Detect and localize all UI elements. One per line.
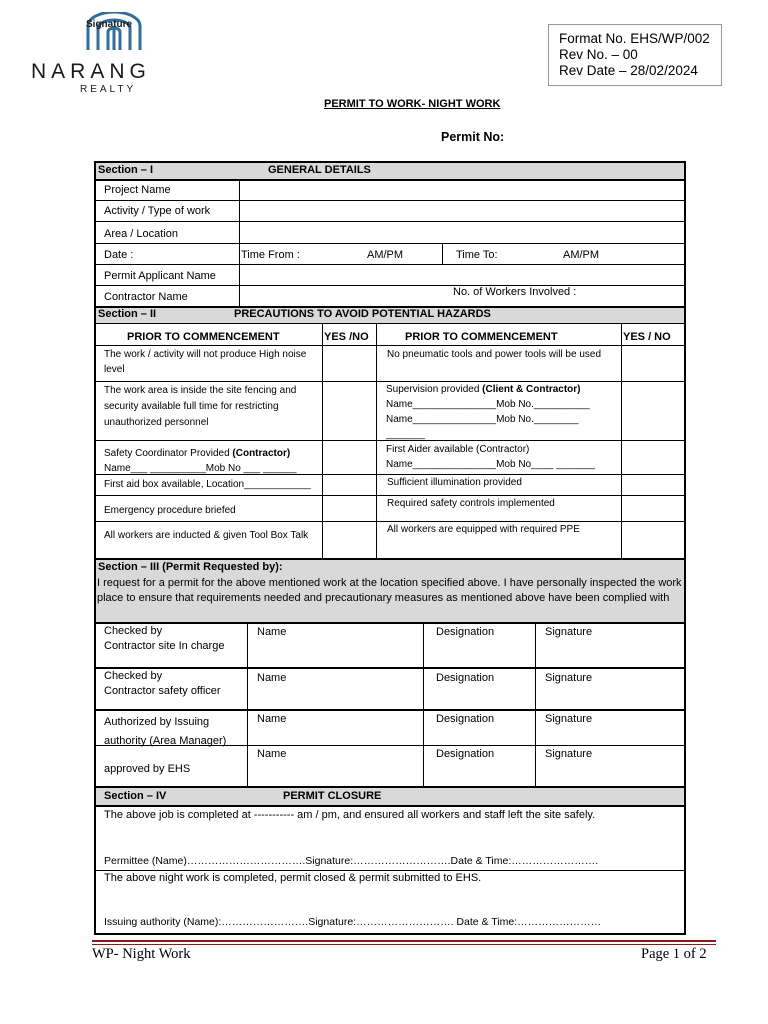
closure-line1: The above job is completed at ----------- am / pm, and ensured all workers and staff left the site safely. — [104, 809, 596, 821]
precaution-left-3: Safety Coordinator Provided (Contractor) Name___ __________Mob No ___ ______ — [104, 448, 297, 474]
precaution-right-2: Supervision provided (Client & Contractor) Name_______________Mob No.__________ Name_______________Mob No.________ _______ — [386, 384, 590, 440]
sig-row2-designation: Designation — [436, 672, 495, 684]
rev-no: Rev No. – 00 — [559, 47, 638, 62]
closure-line3: The above night work is completed, permit closed & permit submitted to EHS. — [104, 872, 482, 884]
section1-label: Section – I — [98, 164, 154, 176]
precaution-right-1: No pneumatic tools and power tools will be used — [387, 349, 602, 360]
precaution-left-2: The work area is inside the site fencing and security available full time for restricting unauthorized personnel — [104, 385, 297, 428]
sig-row1-label: Checked by Contractor site In charge — [104, 625, 225, 652]
sig-row2-label: Checked by Contractor safety officer — [104, 670, 221, 697]
col-prior-right: PRIOR TO COMMENCEMENT — [405, 331, 558, 343]
closure-line2: Permittee (Name)…………………………….Signature:……………………….Date & Time:……………………. — [104, 855, 599, 867]
time-from-ampm: AM/PM — [367, 249, 404, 261]
format-no: Format No. EHS/WP/002 — [559, 31, 710, 46]
col-prior-left: PRIOR TO COMMENCEMENT — [127, 331, 280, 343]
section1-heading: GENERAL DETAILS — [268, 164, 371, 176]
sig-row3-name: Name — [257, 713, 287, 725]
col-yesno-left: YES /NO — [324, 331, 369, 343]
footer-rule-2 — [92, 944, 716, 945]
section1-header-band — [96, 163, 684, 179]
project-name-label: Project Name — [104, 184, 171, 196]
applicant-label: Permit Applicant Name — [104, 270, 216, 282]
time-to-label: Time To: — [456, 249, 498, 261]
section4-label: Section – IV — [104, 790, 167, 802]
sig-row2-name: Name — [257, 672, 287, 684]
section2-label: Section – II — [98, 308, 157, 320]
footer-rule — [92, 940, 716, 942]
sig-row1-signature: Signature — [545, 626, 593, 638]
activity-field[interactable] — [241, 202, 684, 221]
section3-body: I request for a permit for the above mentioned work at the location specified above. I have personally inspected the work place to ensure that requirements needed and precautionary measures as mentioned above have been complied with — [97, 577, 682, 604]
sig-row3-signature: Signature — [545, 713, 593, 725]
precaution-left-4: First aid box available, Location____________ — [104, 479, 311, 490]
footer-left: WP- Night Work — [92, 946, 191, 962]
applicant-field[interactable] — [241, 266, 684, 285]
sig-row4-label: approved by EHS — [104, 763, 191, 775]
sig-row4-designation: Designation — [436, 748, 495, 760]
section4-heading: PERMIT CLOSURE — [283, 790, 382, 802]
precaution-right-6: All workers are equipped with required PPE — [387, 524, 580, 535]
precaution-left-5: Emergency procedure briefed — [104, 505, 236, 516]
section4-header-band — [96, 788, 684, 805]
sig-row2-signature: Signature — [545, 672, 593, 684]
section2-heading: PRECAUTIONS TO AVOID POTENTIAL HAZARDS — [234, 308, 491, 320]
area-field[interactable] — [241, 223, 684, 243]
footer-page: Page 1 of 2 — [641, 946, 707, 962]
workers-label: No. of Workers Involved : — [453, 286, 577, 298]
page-title: PERMIT TO WORK- NIGHT WORK — [324, 98, 501, 110]
contractor-label: Contractor Name — [104, 291, 188, 303]
sig-row3-label: Authorized by Issuing authority (Area Manager) — [104, 716, 227, 747]
signature-mark: Signature — [86, 19, 133, 30]
precaution-right-3: First Aider available (Contractor) Name_______________Mob No____ _______ — [386, 444, 596, 470]
permit-no-label: Permit No: — [441, 130, 505, 144]
precaution-left-1: The work / activity will not produce High noise level — [104, 349, 307, 375]
precaution-left-6: All workers are inducted & given Tool Box Talk — [104, 530, 309, 541]
yesno-left-1[interactable] — [324, 347, 375, 380]
logo-sub: REALTY — [80, 84, 137, 95]
sig-row4-name: Name — [257, 748, 287, 760]
yesno-right-1[interactable] — [623, 347, 683, 380]
area-label: Area / Location — [104, 228, 178, 240]
logo-brand: NARANG — [31, 60, 151, 83]
sig-row1-designation: Designation — [436, 626, 495, 638]
project-name-field[interactable] — [241, 181, 684, 200]
col-yesno-right: YES / NO — [623, 331, 671, 343]
company-logo — [28, 12, 208, 98]
time-to-ampm: AM/PM — [563, 249, 600, 261]
precaution-right-5: Required safety controls implemented — [387, 498, 555, 509]
rev-date: Rev Date – 28/02/2024 — [559, 63, 698, 78]
section3-heading: Section – III (Permit Requested by): — [98, 561, 283, 573]
logo-arches-icon — [84, 12, 144, 52]
format-box — [548, 24, 722, 86]
precaution-right-4: Sufficient illumination provided — [387, 477, 522, 488]
sig-row3-designation: Designation — [436, 713, 495, 725]
time-from-label: Time From : — [241, 249, 300, 261]
activity-label: Activity / Type of work — [104, 205, 211, 217]
sig-row1-name: Name — [257, 626, 287, 638]
date-label: Date : — [104, 249, 134, 261]
closure-line4: Issuing authority (Name):…………………….Signature:………………………. Date & Time:…………………… — [104, 916, 602, 928]
sig-row4-signature: Signature — [545, 748, 593, 760]
